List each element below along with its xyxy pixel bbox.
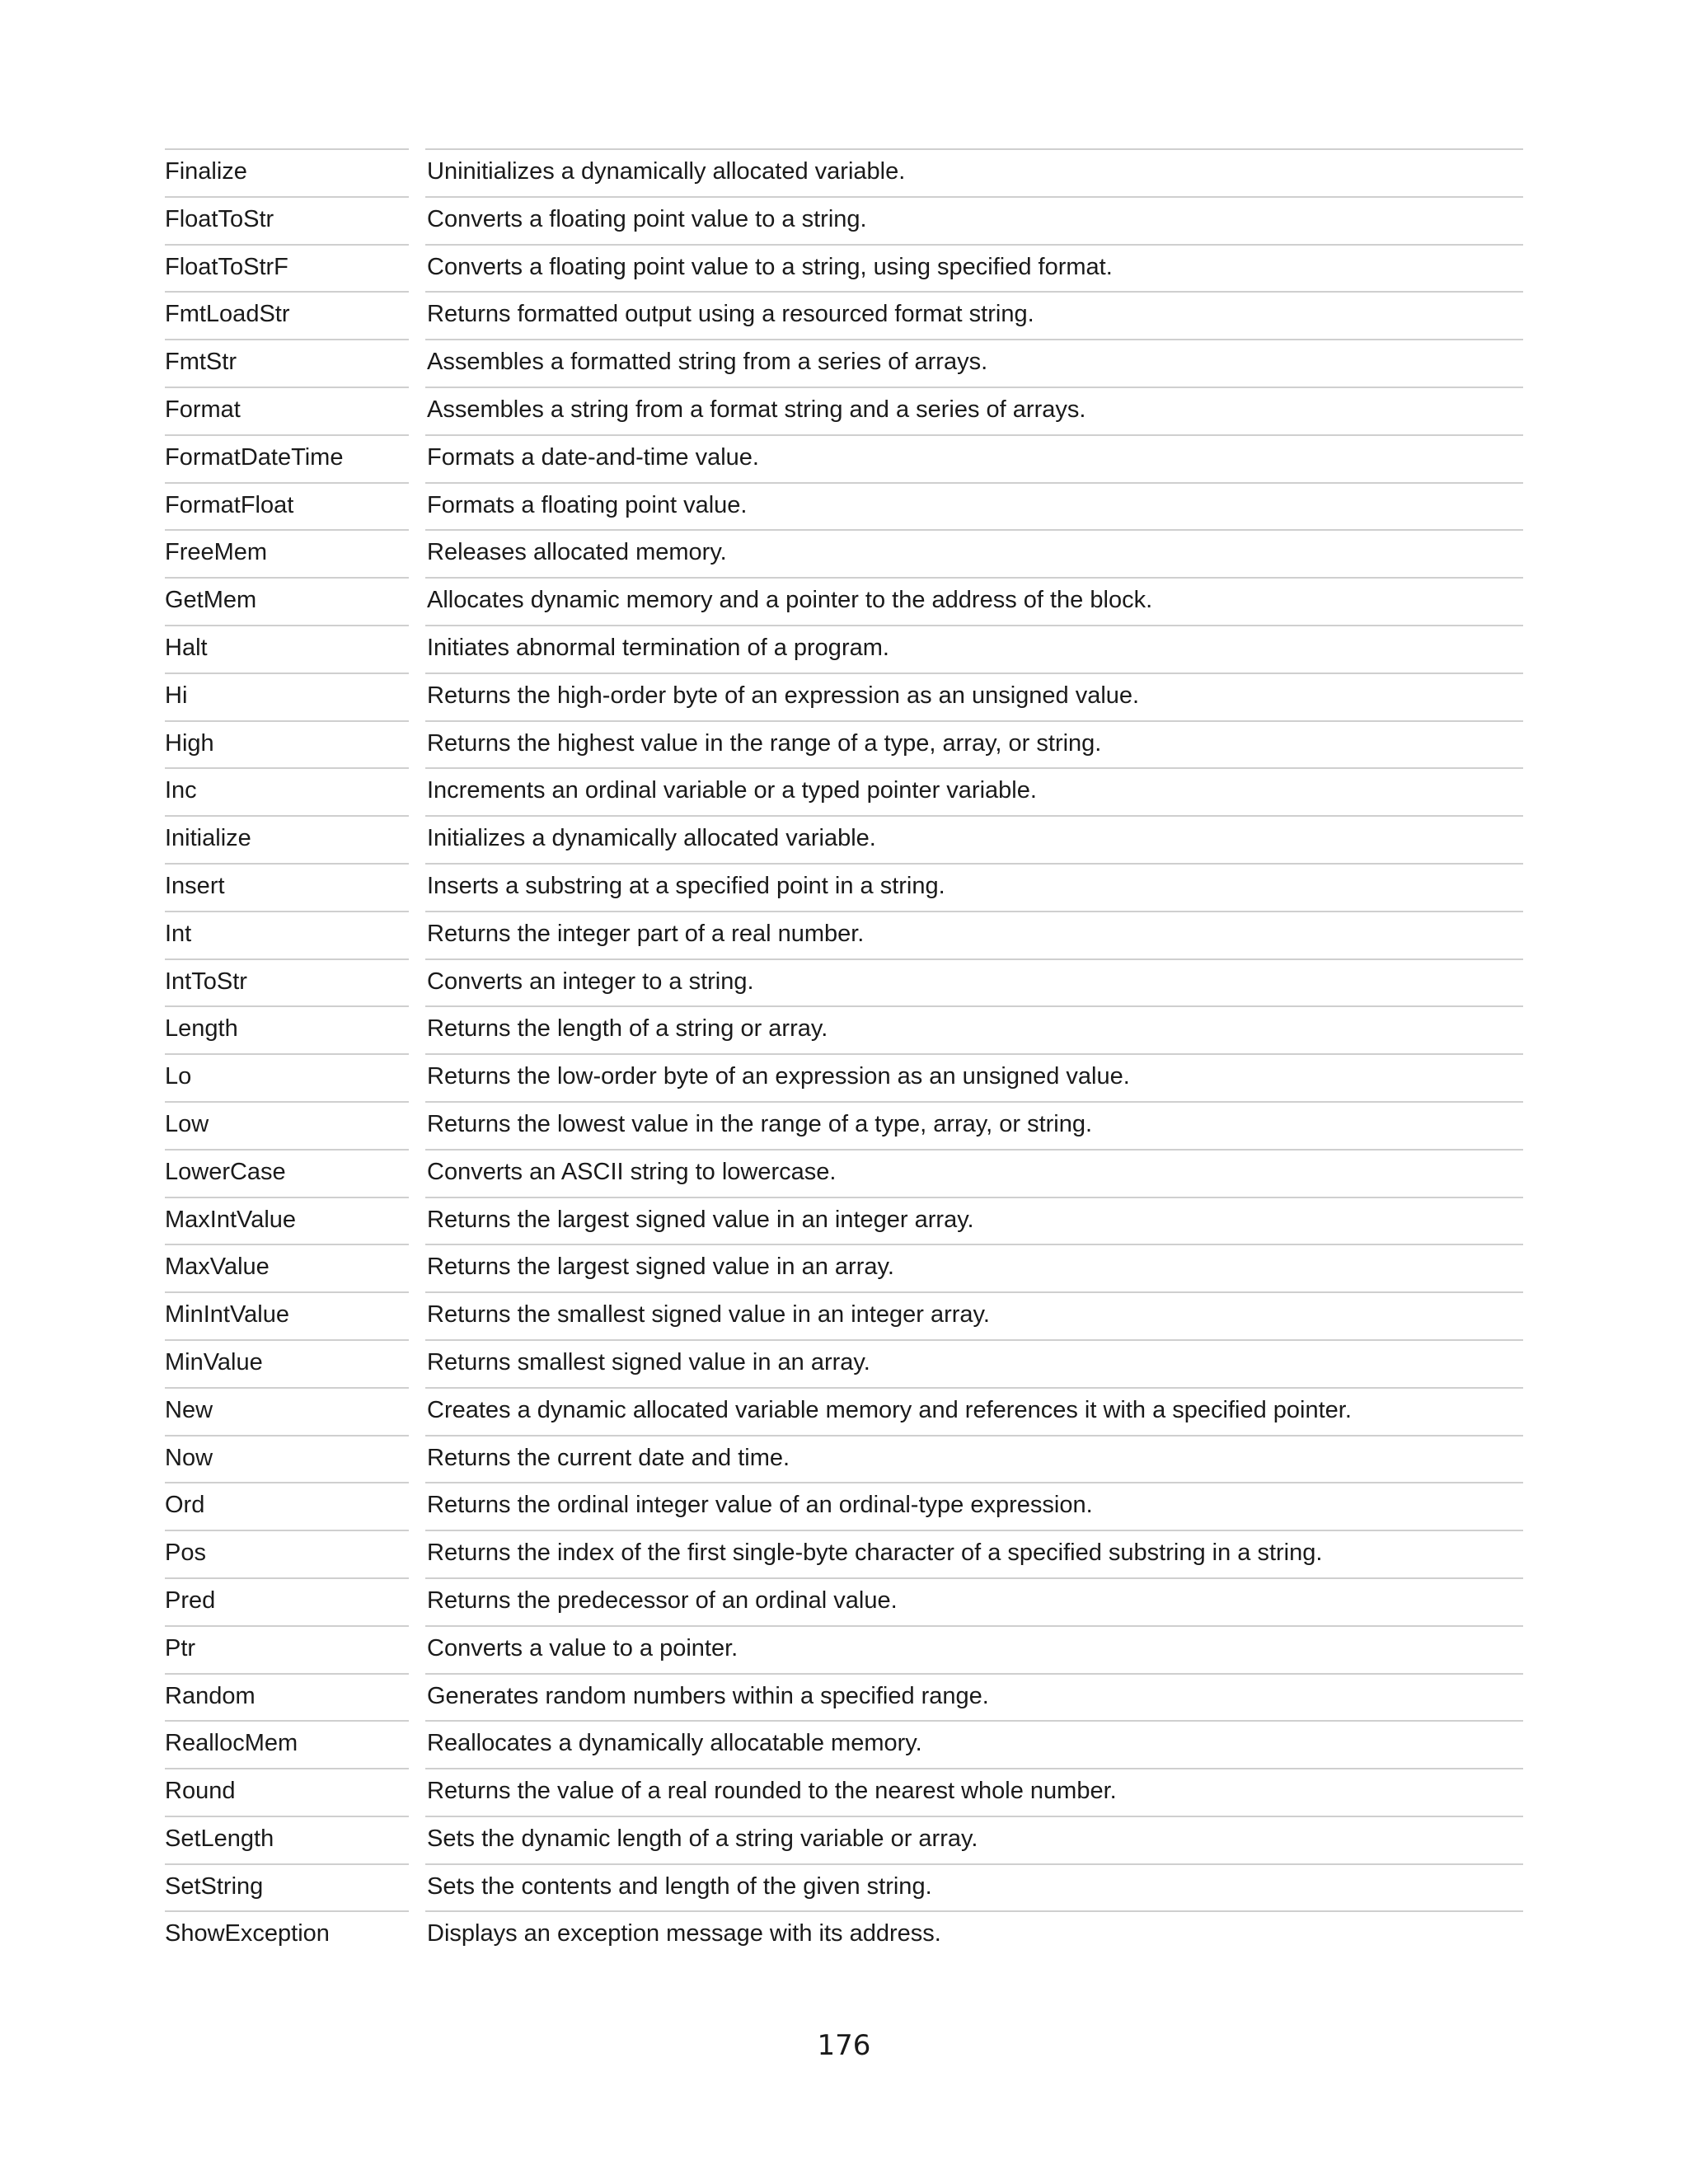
table-row (165, 1482, 1523, 1530)
function-description: Returns the smallest signed value in an integer array. (427, 1301, 990, 1329)
function-description: Sets the contents and length of the given string. (427, 1872, 932, 1900)
table-row (165, 815, 1523, 863)
page-number: 176 (817, 2029, 871, 2062)
table-row (165, 1005, 1523, 1053)
function-name: Pos (165, 1540, 206, 1567)
function-description: Returns the integer part of a real number. (427, 920, 865, 947)
table-row (165, 244, 1523, 292)
function-description: Converts a value to a pointer. (427, 1634, 738, 1661)
function-description: Creates a dynamic allocated variable memory and references it with a specified pointer. (427, 1396, 1352, 1423)
function-name: FmtStr (165, 349, 237, 376)
table-row (165, 1244, 1523, 1291)
function-description: Returns the predecessor of an ordinal value. (427, 1586, 898, 1614)
function-name: FloatToStr (165, 205, 274, 232)
function-description: Returns smallest signed value in an array. (427, 1348, 870, 1376)
table-row (165, 387, 1523, 434)
table-row (165, 148, 1523, 196)
function-name: Inc (165, 777, 197, 804)
table-row (165, 1530, 1523, 1577)
function-description: Returns the index of the first single-byte character of a specified substring in a string. (427, 1540, 1323, 1567)
function-description: Returns the largest signed value in an array. (427, 1254, 894, 1281)
table-row (165, 1720, 1523, 1768)
table-row (165, 958, 1523, 1006)
function-name: High (165, 729, 214, 757)
table-row (165, 577, 1523, 625)
function-name: SetLength (165, 1825, 274, 1852)
table-row (165, 434, 1523, 482)
function-description: Formats a floating point value. (427, 491, 748, 518)
function-name: FreeMem (165, 539, 268, 566)
function-name: New (165, 1396, 213, 1423)
function-description: Uninitializes a dynamically allocated variable. (427, 158, 906, 185)
function-name: Halt (165, 634, 208, 661)
function-name: Int (165, 920, 192, 947)
table-row (165, 1625, 1523, 1673)
table-row (165, 863, 1523, 911)
function-name: FormatDateTime (165, 443, 344, 471)
function-description: Converts an ASCII string to lowercase. (427, 1158, 837, 1185)
function-name: Length (165, 1015, 238, 1043)
function-description: Assembles a string from a format string and a series of arrays. (427, 396, 1086, 423)
function-description: Allocates dynamic memory and a pointer to the address of the block. (427, 587, 1153, 614)
function-name: Initialize (165, 825, 251, 852)
table-row (165, 767, 1523, 815)
function-name: Now (165, 1444, 213, 1471)
function-name: MinIntValue (165, 1301, 289, 1329)
function-description: Increments an ordinal variable or a typed pointer variable. (427, 777, 1037, 804)
table-row (165, 1053, 1523, 1101)
function-description: Returns formatted output using a resourced format string. (427, 301, 1034, 328)
function-name: Lo (165, 1063, 192, 1090)
table-row (165, 196, 1523, 244)
function-name: GetMem (165, 587, 257, 614)
function-name: Pred (165, 1586, 216, 1614)
function-description: Formats a date-and-time value. (427, 443, 759, 471)
function-description: Returns the low-order byte of an expression as an unsigned value. (427, 1063, 1130, 1090)
function-description: Converts a floating point value to a string, using specified format. (427, 253, 1113, 280)
function-name: LowerCase (165, 1158, 286, 1185)
function-name: Round (165, 1778, 236, 1805)
function-name: Finalize (165, 158, 247, 185)
table-row (165, 625, 1523, 673)
table-row (165, 291, 1523, 339)
function-description: Returns the length of a string or array. (427, 1015, 828, 1043)
function-name: Ptr (165, 1634, 196, 1661)
function-name: ShowException (165, 1920, 330, 1947)
function-description: Initiates abnormal termination of a program. (427, 634, 889, 661)
function-name: Random (165, 1682, 256, 1709)
table-row (165, 1149, 1523, 1197)
function-description: Initializes a dynamically allocated variable. (427, 825, 876, 852)
table-row (165, 1910, 1523, 1958)
function-name: SetString (165, 1872, 264, 1900)
table-row (165, 1387, 1523, 1435)
function-name: ReallocMem (165, 1730, 298, 1757)
function-name: MaxIntValue (165, 1206, 297, 1233)
table-row (165, 529, 1523, 577)
table-row (165, 1435, 1523, 1483)
function-name: MaxValue (165, 1254, 270, 1281)
function-description: Sets the dynamic length of a string variable or array. (427, 1825, 978, 1852)
function-description: Displays an exception message with its address. (427, 1920, 941, 1947)
function-description: Releases allocated memory. (427, 539, 727, 566)
table-row (165, 1768, 1523, 1816)
function-description: Inserts a substring at a specified point in a string. (427, 872, 945, 899)
table-row (165, 1816, 1523, 1863)
table-row (165, 1291, 1523, 1339)
function-name: Hi (165, 682, 188, 709)
function-description: Returns the highest value in the range of a type, array, or string. (427, 729, 1102, 757)
table-row (165, 482, 1523, 530)
table-row (165, 673, 1523, 720)
function-name: IntToStr (165, 968, 247, 995)
function-name: Format (165, 396, 241, 423)
function-description: Converts a floating point value to a string. (427, 205, 867, 232)
table-row (165, 339, 1523, 387)
function-name: MinValue (165, 1348, 263, 1376)
function-description: Returns the largest signed value in an integer array. (427, 1206, 974, 1233)
function-description: Assembles a formatted string from a series of arrays. (427, 349, 988, 376)
function-name: Ord (165, 1492, 205, 1519)
function-name: Low (165, 1110, 209, 1137)
function-table (165, 148, 1523, 1958)
function-name: FloatToStrF (165, 253, 288, 280)
function-description: Reallocates a dynamically allocatable memory. (427, 1730, 922, 1757)
function-name: FmtLoadStr (165, 301, 290, 328)
table-row (165, 720, 1523, 768)
table-row (165, 1101, 1523, 1149)
table-row (165, 911, 1523, 958)
function-description: Returns the lowest value in the range of a type, array, or string. (427, 1110, 1093, 1137)
function-name: Insert (165, 872, 225, 899)
table-row (165, 1863, 1523, 1911)
function-name: FormatFloat (165, 491, 294, 518)
table-row (165, 1197, 1523, 1244)
function-description: Returns the high-order byte of an expression as an unsigned value. (427, 682, 1140, 709)
function-description: Returns the current date and time. (427, 1444, 790, 1471)
table-row (165, 1577, 1523, 1625)
table-row (165, 1673, 1523, 1721)
function-description: Returns the ordinal integer value of an ordinal-type expression. (427, 1492, 1093, 1519)
function-description: Returns the value of a real rounded to the nearest whole number. (427, 1778, 1117, 1805)
function-description: Generates random numbers within a specified range. (427, 1682, 989, 1709)
table-row (165, 1339, 1523, 1387)
function-description: Converts an integer to a string. (427, 968, 754, 995)
